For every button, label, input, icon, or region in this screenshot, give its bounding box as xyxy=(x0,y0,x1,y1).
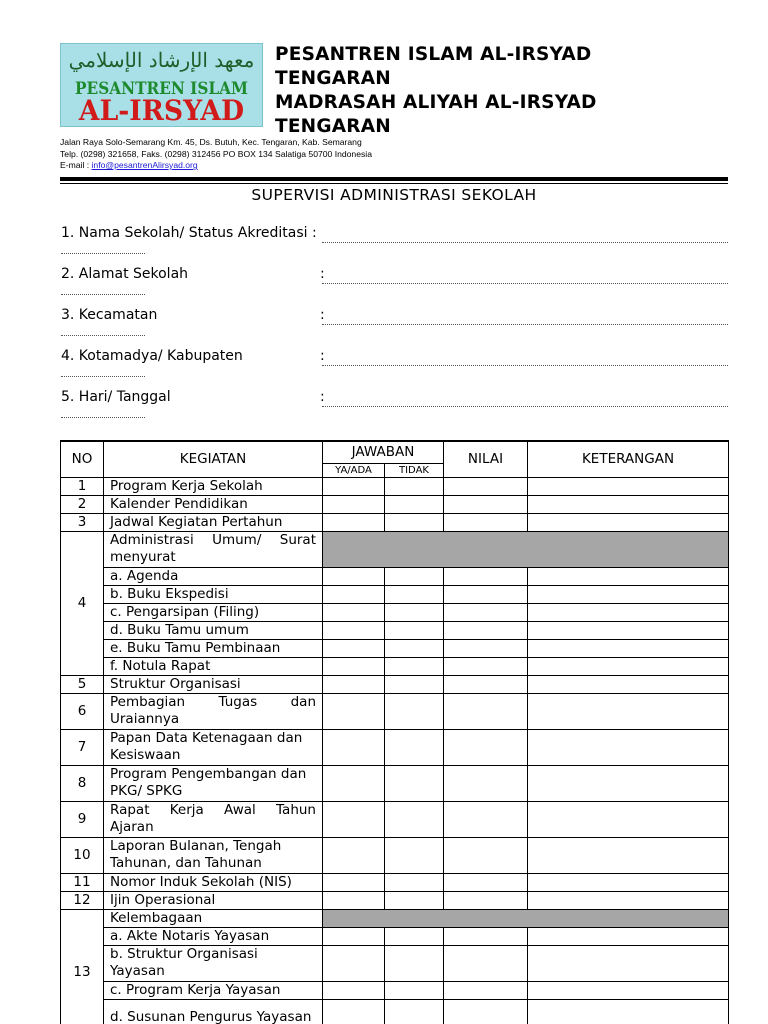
row-number: 5 xyxy=(61,675,104,693)
cell-notes[interactable] xyxy=(528,837,729,873)
table-row xyxy=(61,891,729,909)
row-activity: Program Pengembangan dan PKG/ SPKG xyxy=(104,765,323,801)
table-row xyxy=(61,513,729,531)
fill-line-short xyxy=(61,376,145,377)
row-activity: Kalender Pendidikan xyxy=(104,495,323,513)
institution-title-line: TENGARAN xyxy=(275,68,391,89)
cell-yes[interactable] xyxy=(323,675,385,693)
cell-yes[interactable] xyxy=(323,873,385,891)
cell-no[interactable] xyxy=(385,495,444,513)
cell-notes[interactable] xyxy=(528,621,729,639)
table-row xyxy=(61,981,729,999)
cell-score[interactable] xyxy=(444,657,528,675)
contact-info xyxy=(60,137,740,172)
row-number: 9 xyxy=(61,801,104,837)
row-activity: a. Agenda xyxy=(104,567,323,585)
cell-yes[interactable] xyxy=(323,765,385,801)
cell-score[interactable] xyxy=(444,585,528,603)
row-number: 13 xyxy=(61,909,104,1024)
row-activity: Nomor Induk Sekolah (NIS) xyxy=(104,873,323,891)
cell-no[interactable] xyxy=(385,675,444,693)
header-no-answer: TIDAK xyxy=(385,463,444,477)
row-activity: Rapat Kerja Awal Tahun Ajaran xyxy=(104,801,323,837)
cell-score[interactable] xyxy=(444,873,528,891)
form-field-regency xyxy=(0,348,768,390)
cell-yes[interactable] xyxy=(323,657,385,675)
cell-no[interactable] xyxy=(385,873,444,891)
header-activity: KEGIATAN xyxy=(104,441,323,477)
field-label: 3. Kecamatan xyxy=(61,307,158,323)
cell-score[interactable] xyxy=(444,693,528,729)
row-number: 11 xyxy=(61,873,104,891)
cell-notes[interactable] xyxy=(528,567,729,585)
cell-no[interactable] xyxy=(385,765,444,801)
cell-yes[interactable] xyxy=(323,891,385,909)
cell-notes[interactable] xyxy=(528,873,729,891)
cell-no[interactable] xyxy=(385,981,444,999)
institution-title-line: MADRASAH ALIYAH AL-IRSYAD xyxy=(275,92,597,113)
shaded-cell xyxy=(323,531,729,567)
cell-yes[interactable] xyxy=(323,513,385,531)
cell-score[interactable] xyxy=(444,567,528,585)
email-line xyxy=(60,160,740,172)
cell-score[interactable] xyxy=(444,603,528,621)
cell-no[interactable] xyxy=(385,513,444,531)
cell-yes[interactable] xyxy=(323,801,385,837)
cell-notes[interactable] xyxy=(528,945,729,981)
row-activity: b. Struktur Organisasi Yayasan xyxy=(104,945,323,981)
cell-score[interactable] xyxy=(444,477,528,495)
row-activity: Papan Data Ketenagaan dan Kesiswaan xyxy=(104,729,323,765)
cell-score[interactable] xyxy=(444,513,528,531)
cell-yes[interactable] xyxy=(323,927,385,945)
row-activity: Jadwal Kegiatan Pertahun xyxy=(104,513,323,531)
row-activity: Ijin Operasional xyxy=(104,891,323,909)
cell-yes[interactable] xyxy=(323,567,385,585)
cell-score[interactable] xyxy=(444,999,528,1024)
cell-yes[interactable] xyxy=(323,999,385,1024)
fill-line[interactable] xyxy=(322,324,728,325)
table-row xyxy=(61,873,729,891)
table-row xyxy=(61,693,729,729)
cell-yes[interactable] xyxy=(323,945,385,981)
form-field-school-name xyxy=(0,225,768,267)
cell-yes[interactable] xyxy=(323,495,385,513)
school-logo xyxy=(60,43,263,127)
cell-notes[interactable] xyxy=(528,765,729,801)
row-activity: d. Susunan Pengurus Yayasan xyxy=(104,999,323,1024)
cell-score[interactable] xyxy=(444,495,528,513)
cell-no[interactable] xyxy=(385,657,444,675)
fill-line[interactable] xyxy=(322,242,728,243)
header-score: NILAI xyxy=(444,441,528,477)
row-activity: a. Akte Notaris Yayasan xyxy=(104,927,323,945)
address-line: Jalan Raya Solo-Semarang Km. 45, Ds. Butuh, Kec. Tengaran, Kab. Semarang xyxy=(60,137,362,147)
row-number: 6 xyxy=(61,693,104,729)
cell-score[interactable] xyxy=(444,639,528,657)
institution-title-line: TENGARAN xyxy=(275,116,391,137)
cell-notes[interactable] xyxy=(528,693,729,729)
cell-no[interactable] xyxy=(385,477,444,495)
cell-notes[interactable] xyxy=(528,729,729,765)
institution-title xyxy=(275,43,745,139)
form-field-date xyxy=(0,389,768,431)
row-activity: Laporan Bulanan, Tengah Tahunan, dan Tahunan xyxy=(104,837,323,873)
form-field-district xyxy=(0,307,768,349)
field-colon: : xyxy=(320,389,325,405)
cell-yes[interactable] xyxy=(323,729,385,765)
cell-notes[interactable] xyxy=(528,513,729,531)
row-activity: Struktur Organisasi xyxy=(104,675,323,693)
cell-no[interactable] xyxy=(385,927,444,945)
fill-line-short xyxy=(61,253,145,254)
shaded-cell xyxy=(323,909,729,927)
row-number: 1 xyxy=(61,477,104,495)
field-label: 2. Alamat Sekolah xyxy=(61,266,189,282)
cell-notes[interactable] xyxy=(528,585,729,603)
table-row xyxy=(61,531,729,567)
cell-notes[interactable] xyxy=(528,675,729,693)
cell-score[interactable] xyxy=(444,765,528,801)
supervision-table xyxy=(60,440,729,1024)
cell-notes[interactable] xyxy=(528,639,729,657)
cell-yes[interactable] xyxy=(323,837,385,873)
row-number: 7 xyxy=(61,729,104,765)
row-number: 3 xyxy=(61,513,104,531)
fill-line-short xyxy=(61,294,145,295)
cell-score[interactable] xyxy=(444,927,528,945)
row-activity: Administrasi Umum/ Surat menyurat xyxy=(104,531,323,567)
table-row xyxy=(61,639,729,657)
phone-line: Telp. (0298) 321658, Faks. (0298) 312456 PO BOX 134 Salatiga 50700 Indonesia xyxy=(60,148,372,159)
header-divider-thick xyxy=(60,177,728,181)
field-colon: : xyxy=(320,266,325,282)
email-label: E-mail : xyxy=(60,160,92,171)
cell-no[interactable] xyxy=(385,945,444,981)
cell-yes[interactable] xyxy=(323,639,385,657)
row-activity: c. Program Kerja Yayasan xyxy=(104,981,323,999)
table-row xyxy=(61,585,729,603)
table-row xyxy=(61,621,729,639)
field-label: 1. Nama Sekolah/ Status Akreditasi : xyxy=(61,225,317,241)
row-number: 4 xyxy=(61,531,104,675)
cell-notes[interactable] xyxy=(528,891,729,909)
cell-no[interactable] xyxy=(385,639,444,657)
fill-line-short xyxy=(61,335,145,336)
header-answer: JAWABAN xyxy=(323,441,444,463)
cell-notes[interactable] xyxy=(528,927,729,945)
field-colon: : xyxy=(320,348,325,364)
table-row xyxy=(61,945,729,981)
row-number: 8 xyxy=(61,765,104,801)
table-row xyxy=(61,765,729,801)
cell-score[interactable] xyxy=(444,891,528,909)
table-row xyxy=(61,657,729,675)
table-row xyxy=(61,567,729,585)
table-row xyxy=(61,927,729,945)
table-row xyxy=(61,999,729,1024)
cell-no[interactable] xyxy=(385,837,444,873)
cell-no[interactable] xyxy=(385,729,444,765)
table-row xyxy=(61,837,729,873)
cell-yes[interactable] xyxy=(323,585,385,603)
cell-no[interactable] xyxy=(385,693,444,729)
cell-notes[interactable] xyxy=(528,477,729,495)
cell-yes[interactable] xyxy=(323,603,385,621)
cell-no[interactable] xyxy=(385,621,444,639)
cell-no[interactable] xyxy=(385,891,444,909)
table-row xyxy=(61,603,729,621)
cell-score[interactable] xyxy=(444,729,528,765)
logo-line-2: AL-IRSYAD xyxy=(78,94,245,127)
field-label: 4. Kotamadya/ Kabupaten xyxy=(61,348,243,364)
cell-yes[interactable] xyxy=(323,981,385,999)
header-divider-thin xyxy=(60,183,728,184)
cell-no[interactable] xyxy=(385,603,444,621)
cell-yes[interactable] xyxy=(323,477,385,495)
cell-notes[interactable] xyxy=(528,603,729,621)
row-activity: Kelembagaan xyxy=(104,909,323,927)
row-activity: Program Kerja Sekolah xyxy=(104,477,323,495)
table-row xyxy=(61,909,729,927)
cell-notes[interactable] xyxy=(528,495,729,513)
cell-notes[interactable] xyxy=(528,981,729,999)
cell-score[interactable] xyxy=(444,621,528,639)
logo-line-1: PESANTREN ISLAM xyxy=(75,79,248,99)
table-row xyxy=(61,675,729,693)
cell-score[interactable] xyxy=(444,981,528,999)
field-label: 5. Hari/ Tanggal xyxy=(61,389,171,405)
header-no: NO xyxy=(61,441,104,477)
form-field-school-address xyxy=(0,266,768,308)
cell-yes[interactable] xyxy=(323,693,385,729)
row-activity: e. Buku Tamu Pembinaan xyxy=(104,639,323,657)
fill-line[interactable] xyxy=(322,406,728,407)
row-activity: f. Notula Rapat xyxy=(104,657,323,675)
table-row xyxy=(61,477,729,495)
email-link[interactable]: info@pesantrenAlirsyad.org xyxy=(91,160,198,171)
logo-arabic-text: معهد الإرشاد الإسلامي xyxy=(68,48,255,72)
cell-score[interactable] xyxy=(444,801,528,837)
table-row xyxy=(61,729,729,765)
cell-no[interactable] xyxy=(385,801,444,837)
fill-line-short xyxy=(61,417,145,418)
table-row xyxy=(61,495,729,513)
table-row xyxy=(61,801,729,837)
row-number: 12 xyxy=(61,891,104,909)
cell-notes[interactable] xyxy=(528,999,729,1024)
cell-notes[interactable] xyxy=(528,801,729,837)
cell-no[interactable] xyxy=(385,585,444,603)
row-activity: d. Buku Tamu umum xyxy=(104,621,323,639)
row-activity: c. Pengarsipan (Filing) xyxy=(104,603,323,621)
cell-no[interactable] xyxy=(385,999,444,1024)
cell-score[interactable] xyxy=(444,675,528,693)
cell-yes[interactable] xyxy=(323,621,385,639)
row-number: 10 xyxy=(61,837,104,873)
cell-score[interactable] xyxy=(444,945,528,981)
institution-title-line: PESANTREN ISLAM AL-IRSYAD xyxy=(275,44,592,65)
cell-notes[interactable] xyxy=(528,657,729,675)
header-yes: YA/ADA xyxy=(323,463,385,477)
cell-no[interactable] xyxy=(385,567,444,585)
row-activity: b. Buku Ekspedisi xyxy=(104,585,323,603)
field-colon: : xyxy=(320,307,325,323)
row-activity: Pembagian Tugas dan Uraiannya xyxy=(104,693,323,729)
fill-line[interactable] xyxy=(322,365,728,366)
header-notes: KETERANGAN xyxy=(528,441,729,477)
cell-score[interactable] xyxy=(444,837,528,873)
document-title: SUPERVISI ADMINISTRASI SEKOLAH xyxy=(251,186,537,204)
row-number: 2 xyxy=(61,495,104,513)
fill-line[interactable] xyxy=(322,283,728,284)
